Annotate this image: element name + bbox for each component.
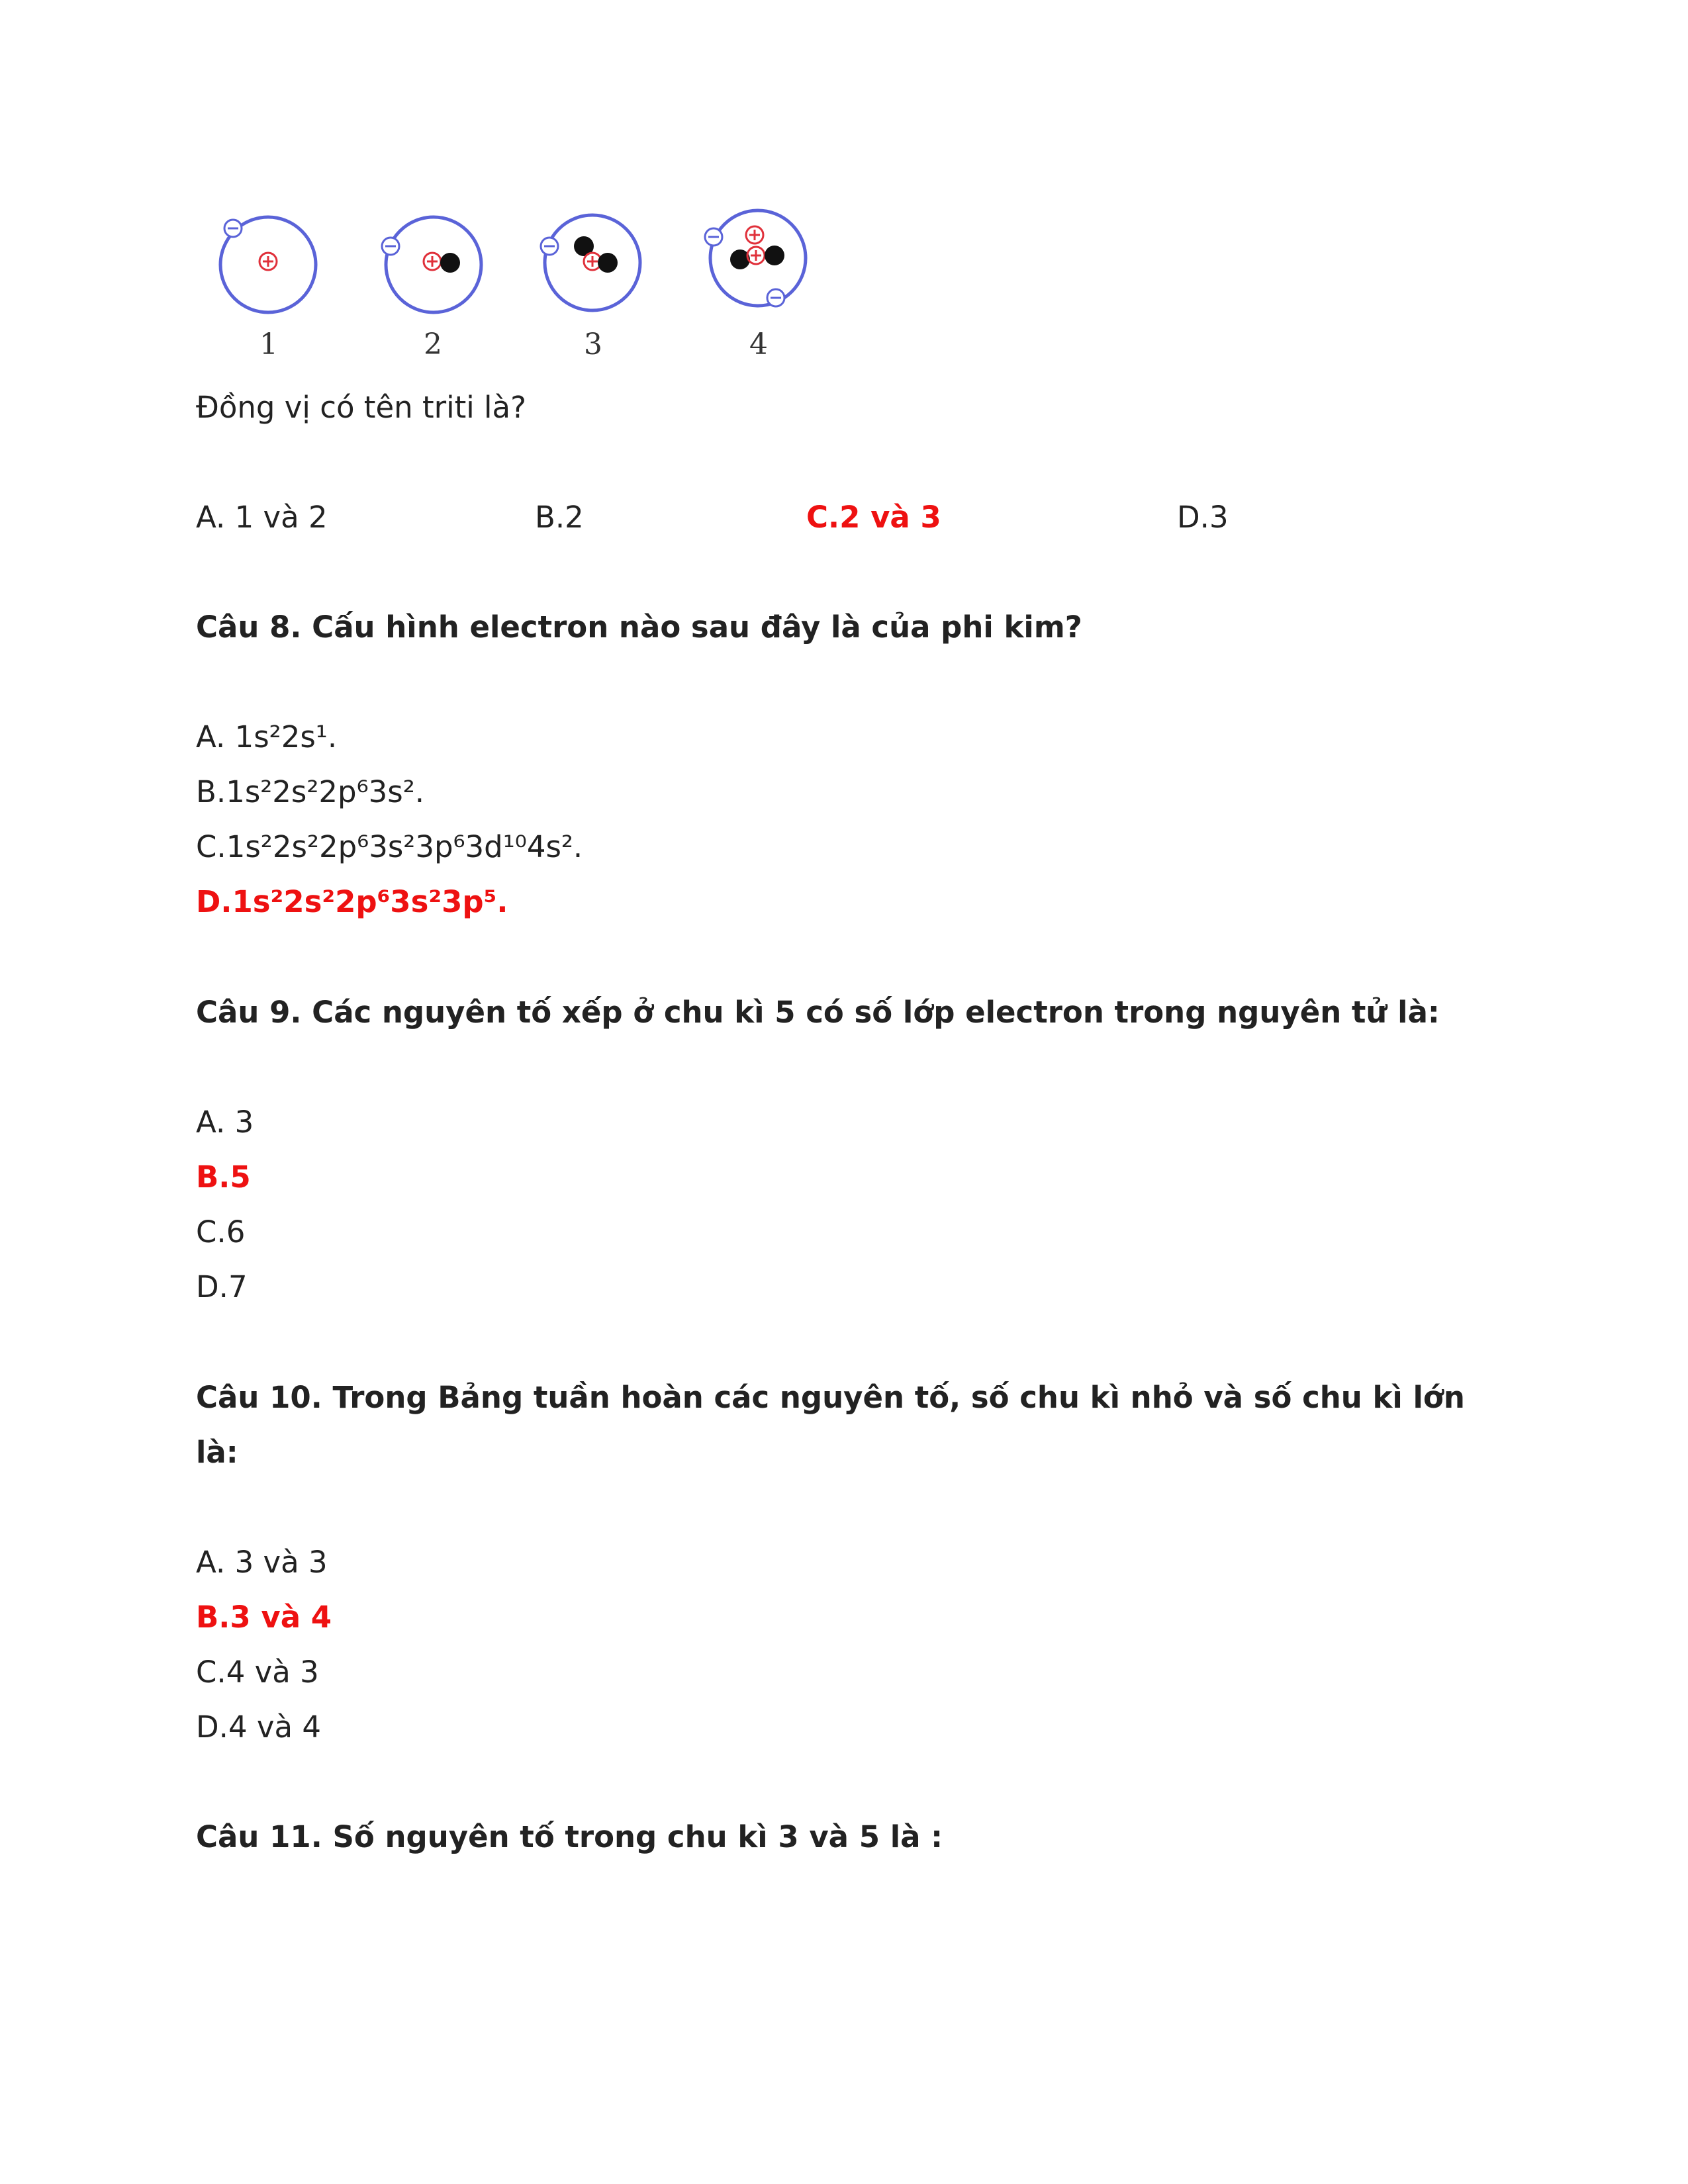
q9-option-c: C.6 xyxy=(196,1214,246,1250)
q10-option-c: C.4 và 3 xyxy=(196,1655,319,1690)
q8-option-a xyxy=(196,717,337,757)
q8-option-d-correct xyxy=(196,882,508,922)
q11-question: Câu 11. Số nguyên tố trong chu kì 3 và 5 là : xyxy=(196,1819,943,1854)
q9-option-d: D.7 xyxy=(196,1269,248,1304)
q10-option-d: D.4 và 4 xyxy=(196,1709,322,1745)
neutron xyxy=(440,253,460,273)
q10-option-b-correct: B.3 và 4 xyxy=(196,1600,332,1635)
atom-4 xyxy=(705,210,806,361)
atom-label: 2 xyxy=(424,328,442,361)
q10-option-a: A. 3 và 3 xyxy=(196,1545,328,1580)
orbit xyxy=(386,217,481,312)
option-label: D. xyxy=(196,884,232,919)
q7-question: Đồng vị có tên triti là? xyxy=(196,390,527,425)
proton-icon xyxy=(746,226,763,244)
option-label: A. xyxy=(196,719,226,754)
atom-3 xyxy=(541,215,640,361)
q7-option-d: D.3 xyxy=(1177,500,1229,535)
q9-option-b-correct: B.5 xyxy=(196,1160,251,1195)
electron-icon xyxy=(224,220,242,237)
electron-icon xyxy=(382,238,399,255)
q7-option-a: A. 1 và 2 xyxy=(196,500,328,535)
electron-config: 1s²2s²2p⁶3s². xyxy=(226,774,425,809)
option-label: B. xyxy=(196,774,226,809)
electron-icon xyxy=(541,238,558,255)
electron-config: 1s²2s²2p⁶3s²3p⁵. xyxy=(232,884,508,919)
q10-question-line1: Câu 10. Trong Bảng tuần hoàn các nguyên tố, số chu kì nhỏ và số chu kì lớn xyxy=(196,1380,1465,1415)
electron-config: 1s²2s¹. xyxy=(234,719,338,754)
proton-icon xyxy=(259,253,277,270)
electron-config: 1s²2s²2p⁶3s²3p⁶3d¹⁰4s². xyxy=(226,829,583,864)
atom-label: 1 xyxy=(259,328,278,361)
q8-question: Câu 8. Cấu hình electron nào sau đây là của phi kim? xyxy=(196,610,1082,645)
q9-option-a: A. 3 xyxy=(196,1105,254,1140)
electron-icon xyxy=(705,228,722,246)
orbit xyxy=(710,210,806,306)
neutron xyxy=(598,253,618,273)
q8-option-c xyxy=(196,827,583,867)
q10-question-line2: là: xyxy=(196,1435,238,1470)
q8-option-b xyxy=(196,772,424,812)
atom-1 xyxy=(220,217,316,361)
atom-2 xyxy=(382,217,481,361)
atom-label: 4 xyxy=(749,328,768,361)
atom-label: 3 xyxy=(584,328,602,361)
proton-icon xyxy=(747,247,765,264)
option-label: C. xyxy=(196,829,226,864)
electron-icon xyxy=(767,289,784,306)
neutron xyxy=(765,246,784,265)
proton-icon xyxy=(424,253,441,270)
q7-option-c-correct: C.2 và 3 xyxy=(806,500,941,535)
isotope-figure xyxy=(199,199,834,371)
q9-question: Câu 9. Các nguyên tố xếp ở chu kì 5 có số lớp electron trong nguyên tử là: xyxy=(196,995,1440,1030)
q7-option-b: B.2 xyxy=(535,500,584,535)
